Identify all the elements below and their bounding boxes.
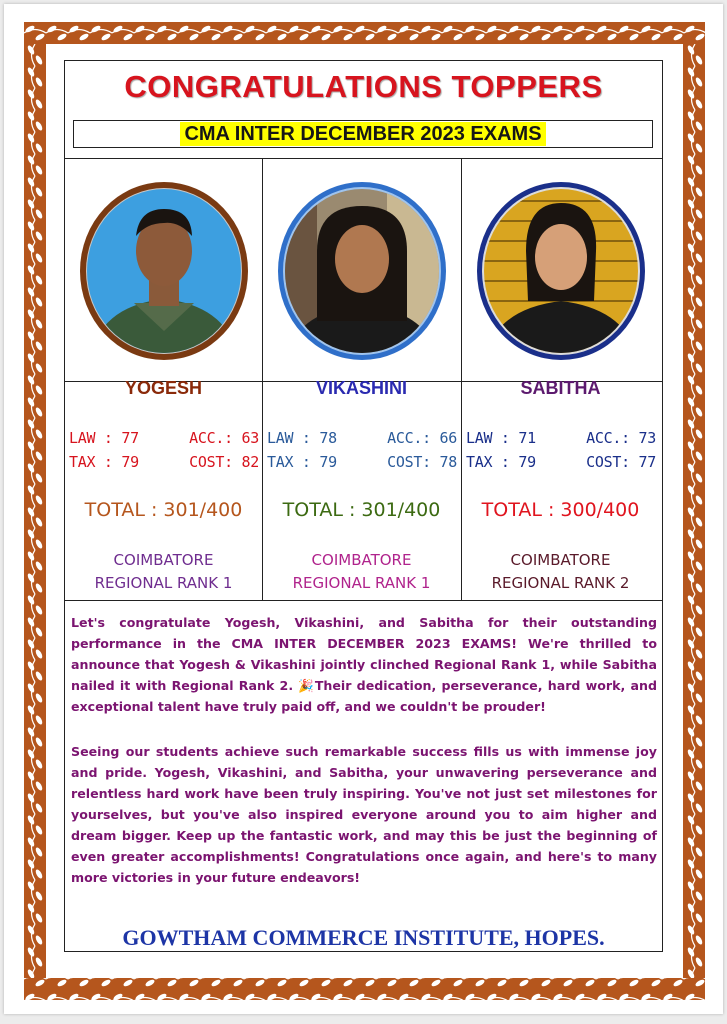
- acc-score: ACC.: 73: [586, 429, 656, 447]
- grid-line: [65, 600, 662, 601]
- cost-score: COST: 77: [586, 453, 656, 471]
- avatar: [476, 181, 646, 361]
- page-title: CONGRATULATIONS TOPPERS: [124, 69, 603, 104]
- portrait-photo: [79, 181, 249, 361]
- total-score: TOTAL : 300/400: [481, 499, 640, 521]
- portrait-photo: [277, 181, 447, 361]
- acc-score: ACC.: 63: [189, 429, 259, 447]
- total-score: TOTAL : 301/400: [84, 499, 243, 521]
- acc-score: ACC.: 66: [387, 429, 457, 447]
- regional-rank: REGIONAL RANK 1: [94, 574, 233, 592]
- portrait-photo: [476, 181, 646, 361]
- total-score: TOTAL : 301/400: [282, 499, 441, 521]
- score-row: [267, 453, 457, 471]
- topper-name: SABITHA: [520, 378, 601, 398]
- subtitle-box: [73, 120, 653, 148]
- city: COIMBATORE: [510, 551, 611, 569]
- tax-score: TAX : 79: [267, 453, 337, 471]
- avatar: [277, 181, 447, 361]
- topper-card-sabitha: [462, 159, 659, 600]
- content-frame: [64, 60, 663, 952]
- score-row: [466, 429, 656, 447]
- law-score: LAW : 71: [466, 429, 536, 447]
- regional-rank: REGIONAL RANK 1: [292, 574, 431, 592]
- congratulations-paragraph: Let's congratulate Yogesh, Vikashini, and Sabitha for their outstanding performance in the CMA INTER DECEMBER 2023 EXAMS! We're thrilled to announce that Yogesh & Vikashini jointly clinched Regional Rank 1, while Sabitha nailed it with Regional Rank 2. 🎉Their dedication, perseverance, hard work, and exceptional talent have truly paid off, and we couldn't be prouder!: [71, 615, 657, 714]
- topper-card-vikashini: [263, 159, 460, 600]
- regional-rank: REGIONAL RANK 2: [491, 574, 630, 592]
- institute-name: GOWTHAM COMMERCE INSTITUTE, HOPES.: [122, 925, 605, 950]
- cost-score: COST: 78: [387, 453, 457, 471]
- poster: [4, 4, 723, 1014]
- score-row: [69, 453, 259, 471]
- cost-score: COST: 82: [189, 453, 259, 471]
- topper-name: VIKASHINI: [315, 378, 407, 398]
- law-score: LAW : 78: [267, 429, 337, 447]
- topper-card-yogesh: [65, 159, 262, 600]
- city: COIMBATORE: [113, 551, 214, 569]
- law-score: LAW : 77: [69, 429, 139, 447]
- score-row: [267, 429, 457, 447]
- score-row: [466, 453, 656, 471]
- score-row: [69, 429, 259, 447]
- inspiration-paragraph: Seeing our students achieve such remarkable success fills us with immense joy and pride. Yogesh, Vikashini, and Sabitha, your unwavering perseverance and relentless hard work have been truly inspiring. You've not just set milestones for yourselves, but you've also inspired everyone around you to aim higher and dream bigger. Keep up the fantastic work, and may this be just the beginning of even greater accomplishments! Congratulations once again, and here's to many more victories in your future endeavors!: [71, 744, 657, 885]
- avatar: [79, 181, 249, 361]
- exam-subtitle: CMA INTER DECEMBER 2023 EXAMS: [180, 122, 545, 146]
- city: COIMBATORE: [311, 551, 412, 569]
- topper-name: YOGESH: [124, 378, 203, 398]
- tax-score: TAX : 79: [466, 453, 536, 471]
- tax-score: TAX : 79: [69, 453, 139, 471]
